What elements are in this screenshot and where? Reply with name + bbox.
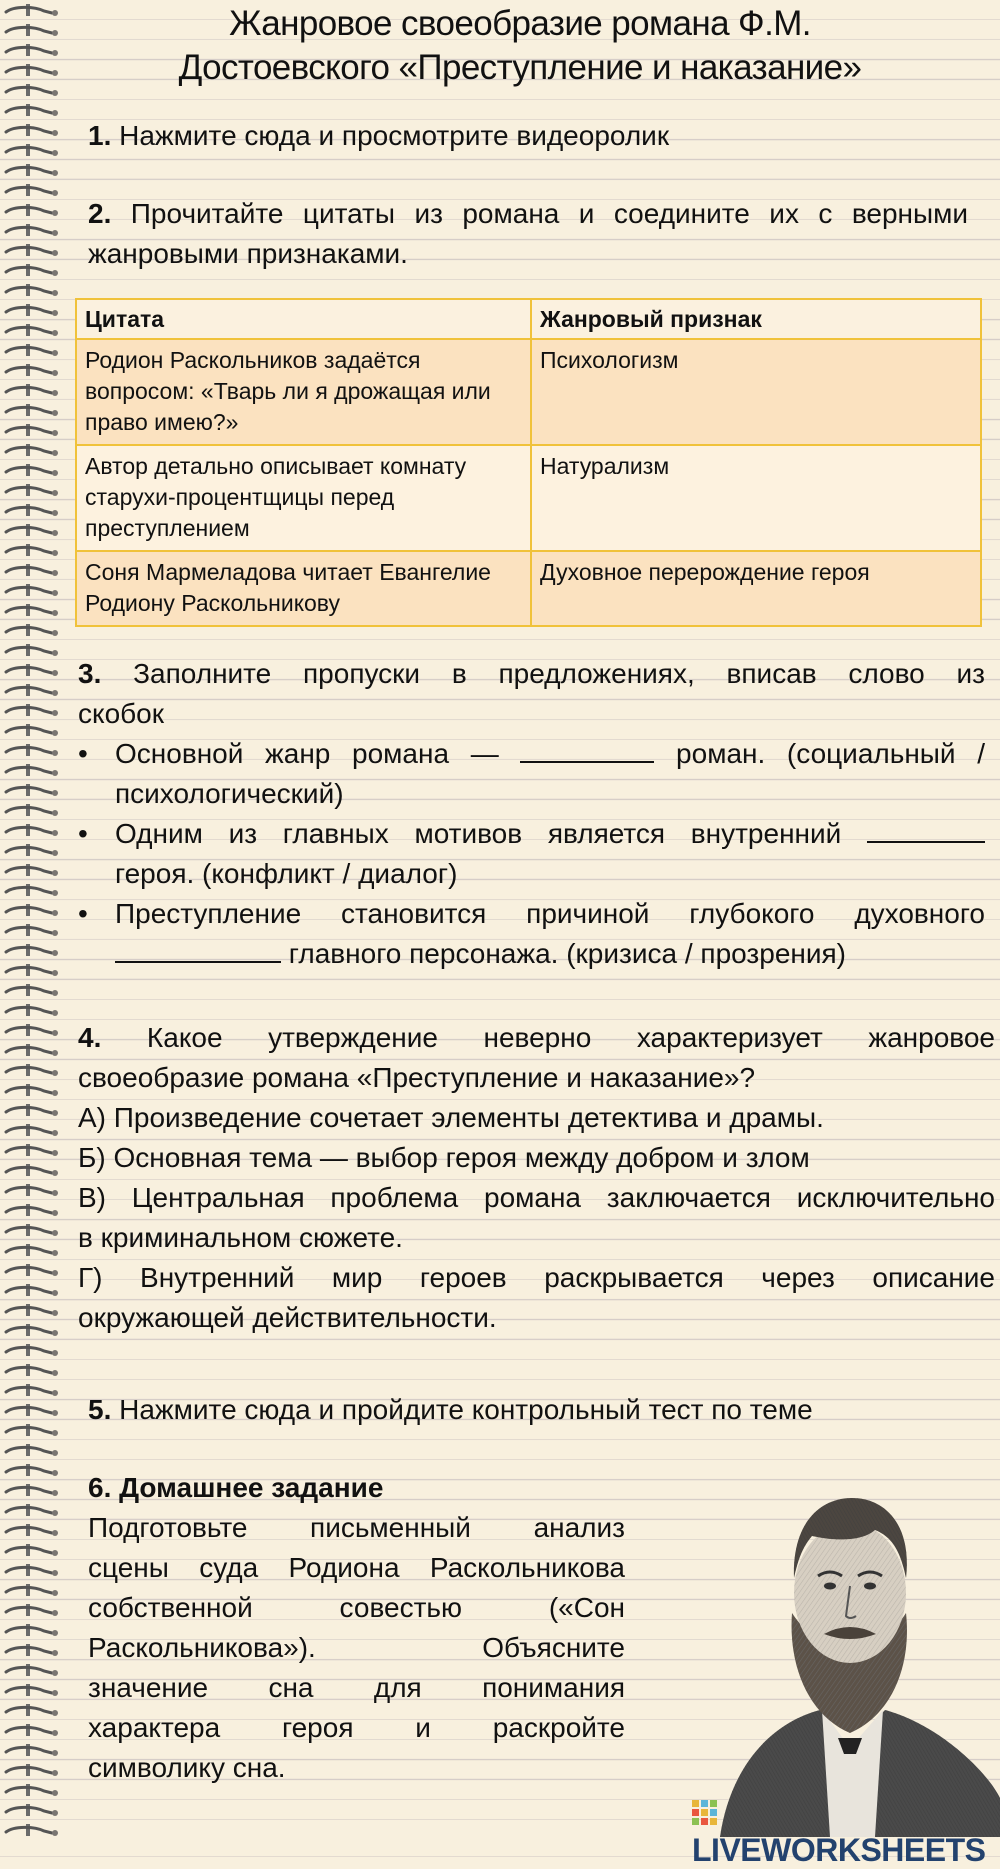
feature-cell[interactable]: Психологизм xyxy=(531,339,981,445)
title-line-2: Достоевского «Преступление и наказание» xyxy=(178,48,862,87)
spiral-ring xyxy=(6,1204,58,1216)
spiral-ring xyxy=(6,504,58,516)
homework-line: Подготовьте письменный анализ xyxy=(88,1512,625,1543)
spiral-ring xyxy=(6,464,58,476)
task-5-number: 5. xyxy=(88,1394,112,1425)
spiral-ring xyxy=(6,1704,58,1716)
liveworksheets-icon xyxy=(692,1800,718,1826)
task-1-video-link[interactable] xyxy=(88,116,968,156)
spiral-ring xyxy=(6,604,58,616)
spiral-ring xyxy=(6,1824,58,1836)
spiral-ring xyxy=(6,484,58,496)
spiral-ring xyxy=(6,204,58,216)
answer-option-a[interactable]: А) Произведение сочетает элементы детектива и драмы. xyxy=(78,1102,824,1133)
blank-input-2[interactable] xyxy=(867,815,985,843)
spiral-ring xyxy=(6,984,58,996)
spiral-ring xyxy=(6,1044,58,1056)
table-row xyxy=(76,339,981,445)
table-row xyxy=(76,445,981,551)
task-4-question-line-2: своеобразие романа «Преступление и наказание»? xyxy=(78,1062,756,1093)
spiral-ring xyxy=(6,84,58,96)
task-2-text-line-1: Прочитайте цитаты из романа и соедините их с верными xyxy=(111,198,968,229)
spiral-ring xyxy=(6,924,58,936)
spiral-ring xyxy=(6,904,58,916)
quote-cell[interactable]: Родион Раскольников задаётся вопросом: «Тварь ли я дрожащая или право имею?» xyxy=(76,339,531,445)
spiral-ring xyxy=(6,284,58,296)
spiral-ring xyxy=(6,1604,58,1616)
spiral-ring xyxy=(6,144,58,156)
dostoevsky-portrait xyxy=(700,1448,1000,1837)
spiral-ring xyxy=(6,644,58,656)
spiral-ring xyxy=(6,1464,58,1476)
bullet-icon: • xyxy=(78,738,88,769)
task-1-text: Нажмите сюда и просмотрите видеоролик xyxy=(111,120,670,151)
spiral-ring xyxy=(6,764,58,776)
spiral-ring xyxy=(6,1124,58,1136)
spiral-ring xyxy=(6,1164,58,1176)
spiral-ring xyxy=(6,1024,58,1036)
spiral-ring xyxy=(6,824,58,836)
sentence-1-line-2: психологический) xyxy=(115,778,344,809)
answer-option-d-line-1: Г) Внутренний мир героев раскрывается через описание xyxy=(78,1262,995,1293)
matching-table xyxy=(75,298,982,627)
spiral-ring xyxy=(6,104,58,116)
task-1-number: 1. xyxy=(88,120,112,151)
sentence-3-line-2 xyxy=(115,934,985,974)
spiral-ring xyxy=(6,1684,58,1696)
answer-option-d[interactable] xyxy=(78,1258,995,1338)
spiral-ring xyxy=(6,1264,58,1276)
spiral-ring xyxy=(6,1144,58,1156)
table-row xyxy=(76,551,981,626)
spiral-ring xyxy=(6,324,58,336)
sentence-3-after: главного персонажа. (кризиса / прозрения) xyxy=(281,938,846,969)
spiral-ring xyxy=(6,1104,58,1116)
spiral-ring xyxy=(6,364,58,376)
spiral-ring xyxy=(6,1444,58,1456)
blank-input-3[interactable] xyxy=(115,935,281,963)
column-header-quote: Цитата xyxy=(76,299,531,339)
task-3-intro-line-2: скобок xyxy=(78,698,164,729)
spiral-ring xyxy=(6,1384,58,1396)
spiral-ring xyxy=(6,184,58,196)
spiral-ring xyxy=(6,964,58,976)
task-4-question-text: Какое утверждение неверно характеризует жанровое xyxy=(101,1022,995,1053)
sentence-3-line-1: Преступление становится причиной глубокого духовного xyxy=(115,898,985,929)
liveworksheets-logo[interactable] xyxy=(692,1793,1000,1869)
spiral-ring xyxy=(6,1524,58,1536)
spiral-ring xyxy=(6,1744,58,1756)
task-2-instruction xyxy=(88,194,968,274)
spiral-ring xyxy=(6,944,58,956)
list-item xyxy=(78,814,985,894)
spiral-ring xyxy=(6,1504,58,1516)
spiral-ring xyxy=(6,264,58,276)
sentence-2-before: Одним из главных мотивов является внутренний xyxy=(115,818,867,849)
spiral-ring xyxy=(6,1244,58,1256)
spiral-ring xyxy=(6,524,58,536)
table-header-row xyxy=(76,299,981,339)
task-4-section xyxy=(78,1018,995,1338)
answer-option-c-line-1: В) Центральная проблема романа заключается исключительно xyxy=(78,1182,995,1213)
spiral-ring xyxy=(6,124,58,136)
spiral-ring xyxy=(6,304,58,316)
spiral-ring xyxy=(6,1064,58,1076)
spiral-ring xyxy=(6,844,58,856)
spiral-ring xyxy=(6,744,58,756)
spiral-ring xyxy=(6,1724,58,1736)
spiral-ring xyxy=(6,664,58,676)
spiral-ring xyxy=(6,24,58,36)
spiral-ring xyxy=(6,1304,58,1316)
sentence-1-before: Основной жанр романа — xyxy=(115,738,521,769)
spiral-ring xyxy=(6,784,58,796)
spiral-ring xyxy=(6,1004,58,1016)
homework-heading: 6. Домашнее задание xyxy=(88,1472,384,1503)
homework-line: символику сна. xyxy=(88,1752,286,1783)
answer-option-c[interactable] xyxy=(78,1178,995,1258)
spiral-ring xyxy=(6,244,58,256)
spiral-ring xyxy=(6,224,58,236)
task-2-number: 2. xyxy=(88,198,112,229)
spiral-ring xyxy=(6,424,58,436)
list-item xyxy=(78,894,985,974)
title-line-1: Жанровое своеобразие романа Ф.М. xyxy=(229,4,811,43)
homework-line: характера героя и раскройте xyxy=(88,1712,625,1743)
spiral-ring xyxy=(6,1324,58,1336)
spiral-binding xyxy=(0,0,64,1837)
spiral-ring xyxy=(6,1624,58,1636)
task-3-intro-line-1 xyxy=(78,654,985,694)
feature-cell[interactable]: Натурализм xyxy=(531,445,981,551)
spiral-ring xyxy=(6,444,58,456)
spiral-ring xyxy=(6,1544,58,1556)
spiral-ring xyxy=(6,804,58,816)
homework-line: собственной совестью («Сон xyxy=(88,1592,625,1623)
spiral-ring xyxy=(6,384,58,396)
spiral-ring xyxy=(6,1584,58,1596)
spiral-ring xyxy=(6,564,58,576)
spiral-ring xyxy=(6,1084,58,1096)
answer-option-d-line-2: окружающей действительности. xyxy=(78,1302,497,1333)
blank-input-1[interactable] xyxy=(520,735,654,763)
task-4-number: 4. xyxy=(78,1022,102,1053)
sentence-1-after: роман. (социальный / xyxy=(654,738,985,769)
sentence-2-line-1 xyxy=(115,814,985,854)
spiral-ring xyxy=(6,1284,58,1296)
list-item xyxy=(78,734,985,814)
column-header-feature: Жанровый признак xyxy=(531,299,981,339)
spiral-ring xyxy=(6,544,58,556)
spiral-ring xyxy=(6,1184,58,1196)
sentence-2-line-2: героя. (конфликт / диалог) xyxy=(115,858,458,889)
spiral-ring xyxy=(6,1784,58,1796)
task-4-question-line-1 xyxy=(78,1018,995,1058)
spiral-ring xyxy=(6,164,58,176)
spiral-ring xyxy=(6,404,58,416)
task-2-text-line-2: жанровыми признаками. xyxy=(88,238,408,269)
task-3-number: 3. xyxy=(78,658,102,689)
spiral-ring xyxy=(6,584,58,596)
task-5-text: Нажмите сюда и пройдите контрольный тест по теме xyxy=(111,1394,813,1425)
spiral-ring xyxy=(6,64,58,76)
spiral-ring xyxy=(6,1484,58,1496)
bullet-icon: • xyxy=(78,898,88,929)
homework-line: сцены суда Родиона Раскольникова xyxy=(88,1552,625,1583)
task-2-line-1 xyxy=(88,194,968,234)
answer-option-b[interactable]: Б) Основная тема — выбор героя между добром и злом xyxy=(78,1142,810,1173)
quote-cell[interactable]: Автор детально описывает комнату старухи-процентщицы перед преступлением xyxy=(76,445,531,551)
spiral-ring xyxy=(6,1404,58,1416)
spiral-ring xyxy=(6,1804,58,1816)
spiral-ring xyxy=(6,1644,58,1656)
homework-line: значение сна для понимания xyxy=(88,1672,625,1703)
spiral-ring xyxy=(6,884,58,896)
homework-line: Раскольникова»). Объясните xyxy=(88,1632,625,1663)
spiral-ring xyxy=(6,1424,58,1436)
task-5-test-link[interactable] xyxy=(88,1390,968,1430)
spiral-ring xyxy=(6,724,58,736)
spiral-ring xyxy=(6,1344,58,1356)
spiral-ring xyxy=(6,864,58,876)
spiral-ring xyxy=(6,624,58,636)
task-3-intro-text: Заполните пропуски в предложениях, вписав слово из xyxy=(101,658,985,689)
task-6-homework xyxy=(88,1468,625,1788)
logo-text: LIVEWORKSHEETS xyxy=(692,1832,986,1868)
spiral-ring xyxy=(6,1364,58,1376)
quote-cell[interactable]: Соня Мармеладова читает Евангелие Родиону Раскольникову xyxy=(76,551,531,626)
spiral-ring xyxy=(6,1764,58,1776)
task-3-section xyxy=(78,654,985,974)
spiral-ring xyxy=(6,704,58,716)
spiral-ring xyxy=(6,4,58,16)
sentence-1-line-1 xyxy=(115,734,985,774)
page-title xyxy=(100,2,940,90)
bullet-icon: • xyxy=(78,818,88,849)
spiral-ring xyxy=(6,1664,58,1676)
spiral-ring xyxy=(6,1224,58,1236)
feature-cell[interactable]: Духовное перерождение героя xyxy=(531,551,981,626)
spiral-ring xyxy=(6,1564,58,1576)
spiral-ring xyxy=(6,684,58,696)
spiral-ring xyxy=(6,44,58,56)
spiral-ring xyxy=(6,344,58,356)
answer-option-c-line-2: в криминальном сюжете. xyxy=(78,1222,403,1253)
